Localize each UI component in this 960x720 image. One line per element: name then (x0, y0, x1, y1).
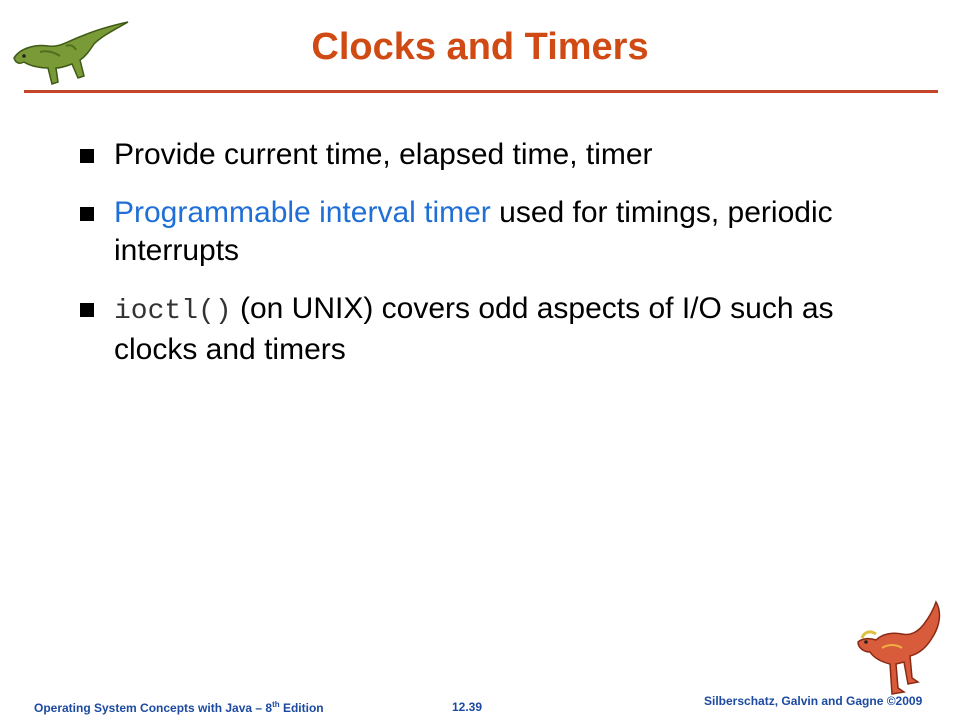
footer-authors: Silberschatz, Galvin and Gagne ©2009 (704, 694, 923, 708)
bullet-item (78, 136, 898, 174)
bullet-highlight-text: Programmable interval timer (114, 196, 491, 229)
bullet-item (78, 194, 898, 270)
slide-title: Clocks and Timers (311, 26, 649, 68)
bullet-text: Provide current time, elapsed time, timer (114, 138, 653, 171)
footer-page-number: 12.39 (452, 700, 483, 714)
square-bullet-icon (80, 207, 94, 221)
square-bullet-icon (80, 149, 94, 163)
bullet-text: used for timings, periodic interrupts (114, 196, 833, 267)
title-divider (24, 90, 938, 93)
bullet-list (78, 136, 898, 389)
bullet-item (78, 290, 898, 369)
square-bullet-icon (80, 303, 94, 317)
bullet-code-text: ioctl() (114, 296, 232, 327)
footer-book-title: Operating System Concepts with Java – 8th Edition (34, 700, 324, 715)
bullet-text: (on UNIX) covers odd aspects of I/O such as clocks and timers (114, 292, 834, 366)
red-dinosaur-icon (852, 598, 948, 698)
